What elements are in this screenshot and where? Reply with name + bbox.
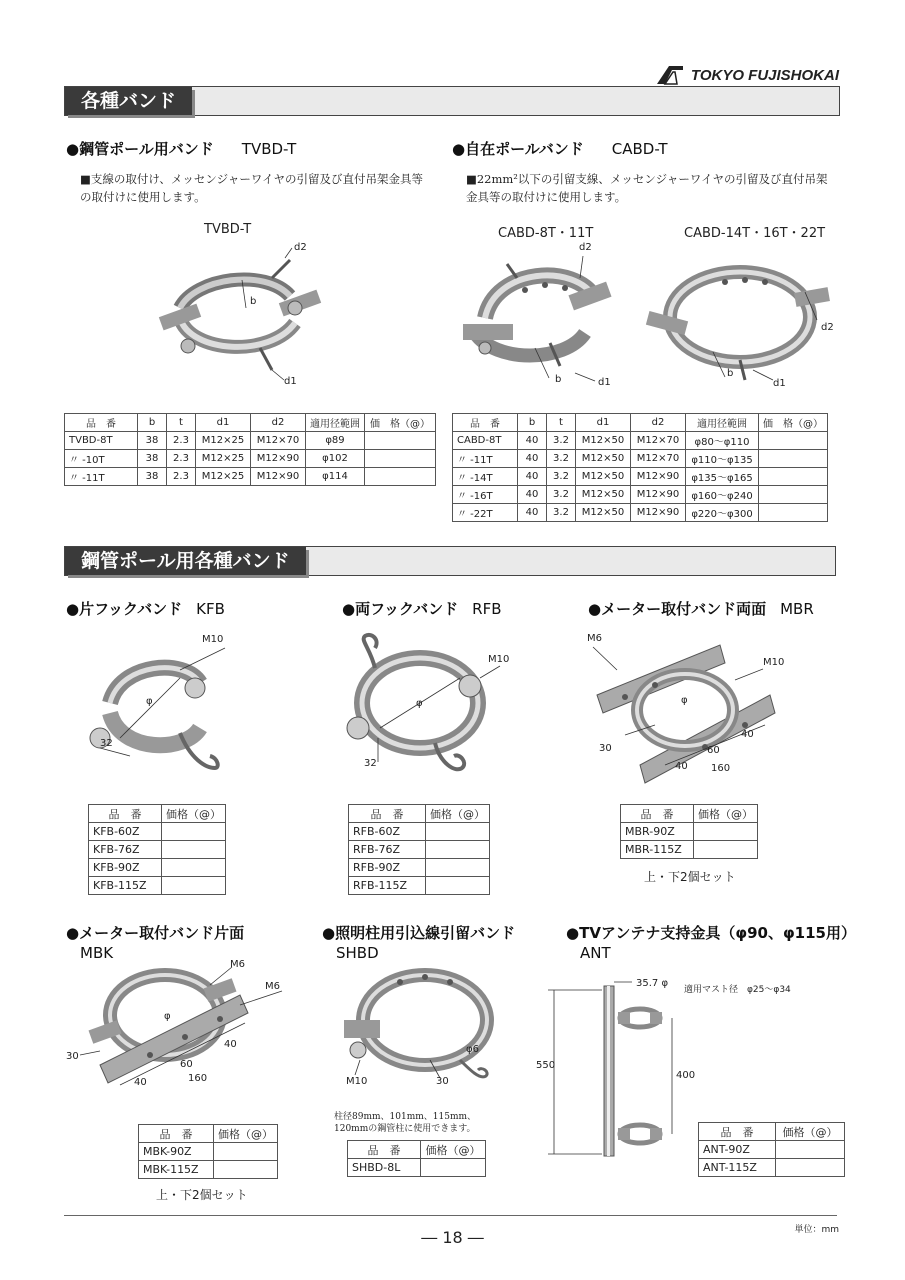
cell: 〃 -10T	[65, 450, 138, 468]
price-cell	[759, 468, 828, 486]
col-header: 適用径範囲	[306, 414, 365, 432]
mbr-label-40b: 40	[741, 729, 754, 740]
price-cell	[426, 823, 490, 841]
mbr-heading-text: ●メーター取付バンド両面	[588, 600, 767, 618]
col-header: 価格（@）	[426, 805, 490, 823]
cell: M12×70	[631, 450, 686, 468]
kfb-code: KFB	[196, 600, 225, 618]
cell: RFB-60Z	[349, 823, 426, 841]
cabd-heading	[452, 138, 668, 159]
brand-logo	[655, 64, 839, 86]
cell: 〃 -14T	[453, 468, 518, 486]
cell: 40	[518, 486, 547, 504]
price-cell	[426, 877, 490, 895]
mbk-price-table	[138, 1124, 278, 1179]
kfb-price-table	[88, 804, 226, 895]
cabd-code: CABD-T	[611, 140, 668, 158]
cabd-description: ■22mm²以下の引留支線、メッセンジャーワイヤの引留及び直付吊架金具等の取付けに使用します。	[466, 172, 828, 204]
cell: 40	[518, 504, 547, 522]
price-cell	[365, 468, 436, 486]
shbd-label-phi6: φ6	[466, 1044, 479, 1055]
mbr-heading	[588, 598, 814, 619]
section-title: 鋼管ポール用各種バンド	[65, 547, 306, 575]
col-header: d2	[631, 414, 686, 432]
cell: M12×90	[251, 468, 306, 486]
mbk-heading-text: ●メーター取付バンド片面	[66, 924, 245, 942]
col-header: 価格（@）	[421, 1141, 486, 1159]
shbd-price-table	[347, 1140, 486, 1177]
cell: φ220～φ300	[686, 504, 759, 522]
cell: KFB-60Z	[89, 823, 162, 841]
col-header: 品 番	[348, 1141, 421, 1159]
table-row	[349, 859, 490, 877]
cell: M12×25	[196, 450, 251, 468]
price-cell	[759, 432, 828, 450]
cell: 38	[138, 432, 167, 450]
cell: SHBD-8L	[348, 1159, 421, 1177]
table-row	[453, 432, 828, 450]
table-row	[65, 468, 436, 486]
col-header: 品 番	[65, 414, 138, 432]
col-header: 価格（@）	[694, 805, 758, 823]
cabd-large-label-d1: d1	[773, 378, 786, 389]
table-row	[348, 1159, 486, 1177]
table-header-row	[349, 805, 490, 823]
col-header: b	[138, 414, 167, 432]
table-header-row	[621, 805, 758, 823]
page-number: ― 18 ―	[421, 1228, 484, 1247]
cell: MBR-90Z	[621, 823, 694, 841]
mbk-label-40b: 40	[224, 1039, 237, 1050]
cell: M12×90	[631, 468, 686, 486]
cell: M12×50	[576, 468, 631, 486]
cabd-spec-table	[452, 413, 828, 522]
section-header	[64, 546, 836, 576]
cell: M12×50	[576, 504, 631, 522]
mbk-label-160: 160	[188, 1073, 208, 1084]
price-cell	[776, 1159, 845, 1177]
cell: 38	[138, 450, 167, 468]
cell: M12×25	[196, 432, 251, 450]
col-header: 品 番	[89, 805, 162, 823]
mbk-label-phi: φ	[164, 1011, 171, 1022]
fujishokai-logo-icon	[655, 64, 685, 86]
tvbd-spec-table	[64, 413, 436, 486]
table-row	[621, 841, 758, 859]
ant-label-550: 550	[536, 1060, 556, 1071]
col-header: 品 番	[699, 1123, 776, 1141]
cell: TVBD-8T	[65, 432, 138, 450]
cabd-label-d2: d2	[579, 242, 592, 253]
kfb-heading-text: ●片フックバンド	[66, 600, 183, 618]
col-header: 品 番	[139, 1125, 214, 1143]
kfb-label-m10: M10	[202, 634, 224, 645]
shbd-figure	[330, 960, 510, 1090]
cell: M12×90	[251, 450, 306, 468]
price-cell	[759, 504, 828, 522]
mbr-price-table	[620, 804, 758, 859]
tvbd-figure	[150, 238, 340, 388]
mbr-label-m6: M6	[587, 633, 602, 644]
cell: 40	[518, 432, 547, 450]
mbk-label-40a: 40	[134, 1077, 147, 1088]
ant-label-400: 400	[676, 1070, 696, 1081]
cell: MBR-115Z	[621, 841, 694, 859]
cell: M12×50	[576, 486, 631, 504]
col-header: d1	[576, 414, 631, 432]
cabd-large-label-b: b	[727, 368, 734, 379]
cell: KFB-90Z	[89, 859, 162, 877]
table-row	[453, 504, 828, 522]
price-cell	[759, 486, 828, 504]
rfb-label-32: 32	[364, 758, 377, 769]
cell: CABD-8T	[453, 432, 518, 450]
cell: 2.3	[167, 450, 196, 468]
ant-figure	[532, 968, 696, 1163]
cell: RFB-76Z	[349, 841, 426, 859]
rfb-heading	[342, 598, 501, 619]
tvbd-heading-text: ●鋼管ポール用バンド	[66, 140, 214, 158]
mbk-label-60: 60	[180, 1059, 193, 1070]
rfb-label-m10: M10	[488, 654, 510, 665]
table-header-row	[139, 1125, 278, 1143]
price-cell	[759, 450, 828, 468]
mbk-figure	[60, 955, 300, 1115]
price-cell	[214, 1161, 278, 1179]
cell: M12×50	[576, 432, 631, 450]
cell: φ114	[306, 468, 365, 486]
price-cell	[421, 1159, 486, 1177]
cell: 〃 -16T	[453, 486, 518, 504]
table-row	[349, 823, 490, 841]
table-row	[89, 859, 226, 877]
cell: 〃 -11T	[453, 450, 518, 468]
mbr-label-160: 160	[711, 763, 731, 774]
cell: KFB-76Z	[89, 841, 162, 859]
cell: φ89	[306, 432, 365, 450]
ant-mast-range: 適用マスト径 φ25～φ34	[684, 985, 791, 995]
cabd-label-d1: d1	[598, 377, 611, 388]
cell: 3.2	[547, 468, 576, 486]
table-row	[699, 1141, 845, 1159]
cell: 40	[518, 450, 547, 468]
mbk-heading	[66, 922, 244, 943]
kfb-figure	[70, 628, 240, 788]
tvbd-label-d1: d1	[284, 376, 297, 387]
col-header: 価格（@）	[776, 1123, 845, 1141]
rfb-code: RFB	[472, 600, 502, 618]
table-row	[65, 450, 436, 468]
table-header-row	[348, 1141, 486, 1159]
tvbd-label-d2: d2	[294, 242, 307, 253]
shbd-heading	[322, 922, 515, 943]
tvbd-label-b: b	[250, 296, 257, 307]
col-header: d1	[196, 414, 251, 432]
table-row	[453, 486, 828, 504]
cell: φ160～φ240	[686, 486, 759, 504]
price-cell	[426, 859, 490, 877]
cabd-caption-right: CABD-14T・16T・22T	[684, 226, 826, 241]
tvbd-caption: TVBD-T	[204, 222, 252, 237]
cabd-large-figure	[645, 252, 840, 392]
ant-heading	[566, 922, 856, 943]
mbk-label-m6a: M6	[230, 959, 245, 970]
cell: KFB-115Z	[89, 877, 162, 895]
cabd-large-label-d2: d2	[821, 322, 834, 333]
price-cell	[162, 823, 226, 841]
cell: φ102	[306, 450, 365, 468]
tvbd-description: ■支線の取付け、メッセンジャーワイヤの引留及び直付吊架金具等の取付けに使用します。	[80, 172, 424, 204]
cell: ANT-115Z	[699, 1159, 776, 1177]
table-row	[89, 841, 226, 859]
footer-divider	[64, 1215, 837, 1216]
mbr-code: MBR	[780, 600, 814, 618]
table-row	[621, 823, 758, 841]
mbr-set-note: 上・下2個セット	[644, 870, 736, 884]
col-header: 価 格（@）	[365, 414, 436, 432]
unit-note: 単位：mm	[794, 1225, 839, 1235]
cell: 2.3	[167, 468, 196, 486]
rfb-heading-text: ●両フックバンド	[342, 600, 459, 618]
table-row	[65, 432, 436, 450]
cell: φ80～φ110	[686, 432, 759, 450]
price-cell	[694, 823, 758, 841]
cell: 38	[138, 468, 167, 486]
rfb-price-table	[348, 804, 490, 895]
cell: M12×50	[576, 450, 631, 468]
price-cell	[162, 859, 226, 877]
col-header: 品 番	[349, 805, 426, 823]
mbk-label-m6b: M6	[265, 981, 280, 992]
cell: 40	[518, 468, 547, 486]
price-cell	[162, 877, 226, 895]
tvbd-heading	[66, 138, 296, 159]
cell: RFB-90Z	[349, 859, 426, 877]
shbd-code: SHBD	[336, 944, 379, 962]
table-header-row	[89, 805, 226, 823]
cell: M12×70	[251, 432, 306, 450]
cell: MBK-115Z	[139, 1161, 214, 1179]
table-row	[349, 841, 490, 859]
cabd-caption-left: CABD-8T・11T	[498, 226, 594, 241]
table-row	[139, 1143, 278, 1161]
cell: MBK-90Z	[139, 1143, 214, 1161]
price-cell	[365, 432, 436, 450]
tvbd-code: TVBD-T	[241, 140, 297, 158]
table-row	[139, 1161, 278, 1179]
mbk-label-30: 30	[66, 1051, 79, 1062]
col-header: t	[547, 414, 576, 432]
cabd-heading-text: ●自在ポールバンド	[452, 140, 584, 158]
cell: 2.3	[167, 432, 196, 450]
table-header-row	[65, 414, 436, 432]
mbr-label-40a: 40	[675, 761, 688, 772]
rfb-figure	[330, 628, 520, 788]
cell: 〃 -11T	[65, 468, 138, 486]
cell: 3.2	[547, 504, 576, 522]
mbr-label-m10: M10	[763, 657, 785, 668]
cell: φ135～φ165	[686, 468, 759, 486]
cell: M12×25	[196, 468, 251, 486]
col-header: 適用径範囲	[686, 414, 759, 432]
ant-price-table	[698, 1122, 845, 1177]
col-header: 価格（@）	[214, 1125, 278, 1143]
col-header: d2	[251, 414, 306, 432]
price-cell	[426, 841, 490, 859]
table-header-row	[699, 1123, 845, 1141]
kfb-label-phi: φ	[146, 696, 153, 707]
mbr-label-60: 60	[707, 745, 720, 756]
cabd-small-figure	[455, 238, 625, 388]
cell: φ110～φ135	[686, 450, 759, 468]
cell: M12×90	[631, 504, 686, 522]
col-header: b	[518, 414, 547, 432]
table-header-row	[453, 414, 828, 432]
cell: 3.2	[547, 486, 576, 504]
section-title: 各種バンド	[65, 87, 192, 115]
section-header	[64, 86, 840, 116]
cell: 〃 -22T	[453, 504, 518, 522]
table-row	[89, 877, 226, 895]
price-cell	[776, 1141, 845, 1159]
cabd-label-b: b	[555, 374, 562, 385]
shbd-label-m10: M10	[346, 1076, 368, 1087]
ant-code: ANT	[580, 944, 611, 962]
mbr-figure	[585, 625, 805, 785]
shbd-heading-text: ●照明柱用引込線引留バンド	[322, 924, 516, 942]
mbk-set-note: 上・下2個セット	[156, 1188, 248, 1202]
cell: M12×90	[631, 486, 686, 504]
table-row	[349, 877, 490, 895]
shbd-note: 柱径89mm、101mm、115mm、120mmの鋼管柱に使用できます。	[334, 1112, 477, 1134]
price-cell	[162, 841, 226, 859]
shbd-label-30: 30	[436, 1076, 449, 1087]
mbr-label-30: 30	[599, 743, 612, 754]
table-row	[89, 823, 226, 841]
price-cell	[365, 450, 436, 468]
table-row	[453, 450, 828, 468]
col-header: 価 格（@）	[759, 414, 828, 432]
cell: RFB-115Z	[349, 877, 426, 895]
kfb-label-32: 32	[100, 738, 113, 749]
ant-heading-text: ●TVアンテナ支持金具（φ90、φ115用）	[566, 924, 856, 942]
price-cell	[694, 841, 758, 859]
table-row	[699, 1159, 845, 1177]
cell: 3.2	[547, 432, 576, 450]
price-cell	[214, 1143, 278, 1161]
col-header: 品 番	[621, 805, 694, 823]
mbr-label-phi: φ	[681, 695, 688, 706]
col-header: 品 番	[453, 414, 518, 432]
kfb-heading	[66, 598, 225, 619]
brand-name: TOKYO FUJISHOKAI	[690, 66, 839, 84]
ant-label-dia: 35.7 φ	[636, 978, 669, 989]
table-row	[453, 468, 828, 486]
rfb-label-phi: φ	[416, 698, 423, 709]
col-header: t	[167, 414, 196, 432]
cell: ANT-90Z	[699, 1141, 776, 1159]
col-header: 価格（@）	[162, 805, 226, 823]
mbk-code: MBK	[80, 944, 114, 962]
cell: 3.2	[547, 450, 576, 468]
cell: M12×70	[631, 432, 686, 450]
